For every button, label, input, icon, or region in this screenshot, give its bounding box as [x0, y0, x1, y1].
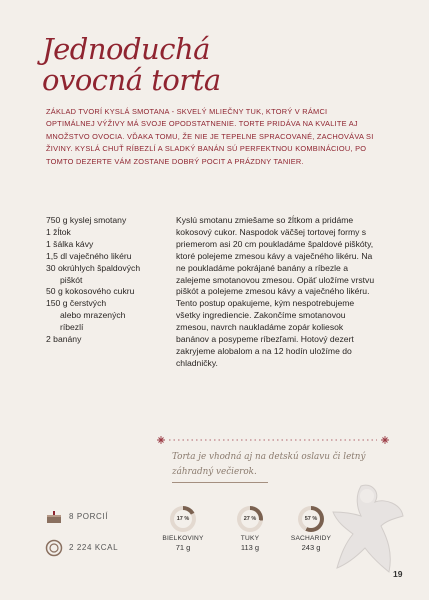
fat-label: TUKY	[240, 535, 260, 542]
ingredient-item	[46, 251, 166, 263]
nutrition-protein	[155, 506, 211, 552]
star-figure-icon	[331, 482, 405, 576]
ingredient-item	[46, 334, 166, 346]
ornament-divider	[155, 433, 391, 447]
page-number: 19	[393, 569, 403, 579]
ingredient-text: 150 g čerstvých	[46, 298, 107, 309]
energy-label: 2 224 KCAL	[69, 543, 119, 552]
tip-underline	[172, 482, 268, 483]
title-line-1: Jednoduchá	[42, 32, 210, 66]
carbs-ring	[298, 506, 324, 532]
ingredient-text-continued: piškót	[60, 274, 83, 285]
fat-amount: 113 g	[240, 543, 260, 552]
protein-amount: 71 g	[175, 543, 191, 552]
portions-label: 8 PORCIÍ	[69, 512, 109, 521]
recipe-tip: Torta je vhodná aj na detskú oslavu či letný záhradný večierok.	[172, 452, 366, 477]
ingredient-text-continued: alebo mrazených	[60, 310, 126, 321]
nutrition-carbs	[283, 506, 339, 552]
plate-icon	[45, 539, 63, 557]
ingredient-item	[46, 227, 166, 239]
step-paragraph: Kyslú smotanu zmiešame so žĺtkom a pridáme kokosový cukor. Naspodok väčšej tortovej formy s priemerom asi 20 cm poukladáme špaldové piškóty, ktoré polejeme zmesou kávy a vaječného likéru. Na ne poukladáme pokrájané banány a ríbezle a zalejeme smotanovou zmesou. Opäť uložíme vrstvu piškót a polejeme zmesou kávy a vaječného likéru. Tento postup opakujeme, kým nespotrebujeme všetky ingrediencie. Zakončíme smotanovou zmesou, navrch naukladáme zopár koliesok banánov a posypeme ríbezľami. Hotový dezert zakryjeme alobalom a na 12 hodín uložíme do chladničky.	[176, 215, 375, 368]
ingredient-list	[46, 215, 166, 346]
ingredient-text: 1 žĺtok	[46, 226, 71, 237]
ingredient-text-continued: ríbezlí	[60, 322, 84, 333]
nutrition-fat	[222, 506, 278, 552]
recipe-intro: ZÁKLAD TVORÍ KYSLÁ SMOTANA - SKVELÝ MLIEČNY TUK, KTORÝ V RÁMCI OPTIMÁLNEJ VÝŽIVY MÁ SVOJE OPODSTATNENIE. TORTE PRIDÁVA NA KVALITE AJ MNOŽSTVO OVOCIA. VĎAKA TOMU, ŽE NIE JE TEPELNE SPRACOVANÉ, ZACHOVÁVA SI ŽIVINY. KYSLÁ CHUŤ RÍBEZLÍ A SLADKÝ BANÁN SÚ PERFEKTNOU KOMBINÁCIOU, PO TOMTO DEZERTE VÁM ZOSTANE DOBRÝ POCIT A PRÁZDNY TANIER.	[46, 107, 374, 166]
ingredient-item	[46, 263, 166, 287]
ingredient-item	[46, 286, 166, 298]
ingredient-text: 1,5 dl vaječného likéru	[46, 250, 132, 261]
recipe-steps	[176, 215, 376, 370]
fat-percent: 27 %	[241, 510, 259, 528]
carbs-percent: 57 %	[302, 510, 320, 528]
ingredient-text: 50 g kokosového cukru	[46, 286, 135, 297]
ingredient-item	[46, 215, 166, 227]
protein-ring	[170, 506, 196, 532]
cake-icon	[45, 508, 63, 526]
title-line-2: ovocná torta	[42, 63, 221, 97]
ingredient-item	[46, 298, 166, 334]
carbs-label: SACHARIDY	[290, 535, 332, 542]
ingredient-text: 1 šálka kávy	[46, 238, 94, 249]
protein-label: BIELKOVINY	[162, 535, 204, 542]
recipe-title	[42, 34, 292, 96]
ingredient-text: 30 okrúhlych špaldových	[46, 262, 141, 273]
fat-ring	[237, 506, 263, 532]
ingredient-text: 750 g kyslej smotany	[46, 215, 127, 225]
ingredient-text: 2 banány	[46, 334, 82, 345]
ingredient-item	[46, 239, 166, 251]
protein-percent: 17 %	[174, 510, 192, 528]
carbs-amount: 243 g	[301, 543, 321, 552]
